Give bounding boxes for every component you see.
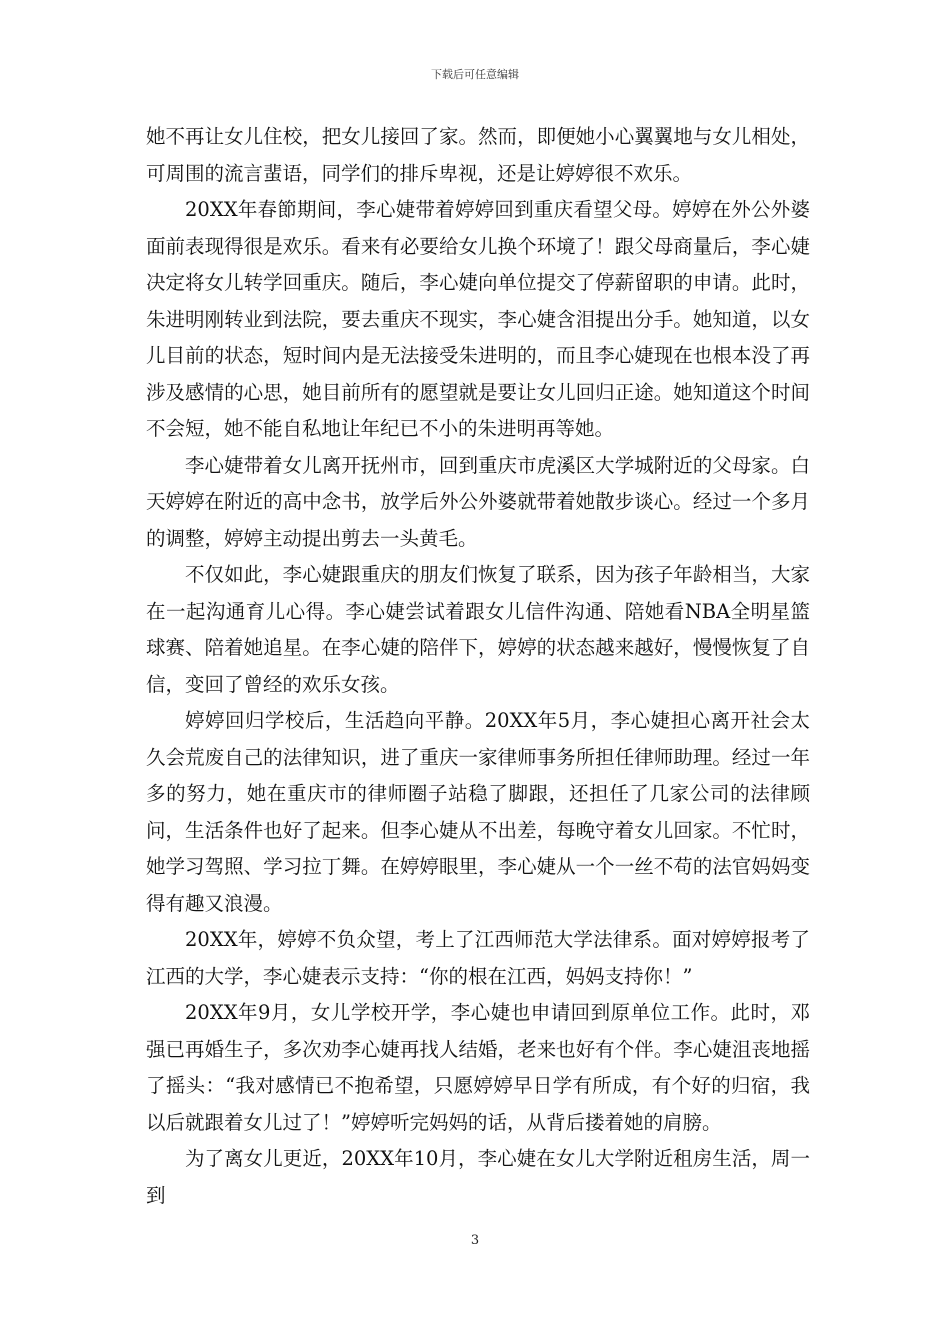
paragraph: 20XX年9月，女儿学校开学，李心婕也申请回到原单位工作。此时，邓强已再婚生子，多次劝李心婕再找人结婚，老来也好有个伴。李心婕沮丧地摇了摇头：“我对感情已不抱希望，只愿婷婷早日学有所成，有个好的归宿，我以后就跟着女儿过了！”婷婷听完妈妈的话，从背后搂着她的肩膀。 <box>146 1001 810 1134</box>
page-header: 下载后可任意编辑 <box>431 68 519 81</box>
paragraph: 20XX年，婷婷不负众望，考上了江西师范大学法律系。面对婷婷报考了江西的大学，李心婕表示支持：“你的根在江西，妈妈支持你！” <box>146 928 810 988</box>
paragraph: 李心婕带着女儿离开抚州市，回到重庆市虎溪区大学城附近的父母家。白天婷婷在附近的高中念书，放学后外公外婆就带着她散步谈心。经过一个多月的调整，婷婷主动提出剪去一头黄毛。 <box>146 453 810 550</box>
paragraph: 为了离女儿更近，20XX年10月，李心婕在女儿大学附近租房生活，周一到 <box>146 1147 810 1207</box>
paragraph: 婷婷回归学校后，生活趋向平静。20XX年5月，李心婕担心离开社会太久会荒废自己的法律知识，进了重庆一家律师事务所担任律师助理。经过一年多的努力，她在重庆市的律师圈子站稳了脚跟，还担任了几家公司的法律顾问，生活条件也好了起来。但李心婕从不出差，每晚守着女儿回家。不忙时，她学习驾照、学习拉丁舞。在婷婷眼里，李心婕从一个一丝不苟的法官妈妈变得有趣又浪漫。 <box>146 709 810 915</box>
paragraph: 20XX年春節期间，李心婕带着婷婷回到重庆看望父母。婷婷在外公外婆面前表现得很是欢乐。看来有必要给女儿换个环境了！跟父母商量后，李心婕决定将女儿转学回重庆。随后，李心婕向单位提交了停薪留职的申请。此时，朱进明刚转业到法院，要去重庆不现实，李心婕含泪提出分手。她知道，以女儿目前的状态，短时间内是无法接受朱进明的，而且李心婕现在也根本没了再涉及感情的心思，她目前所有的愿望就是要让女儿回归正途。她知道这个时间不会短，她不能自私地让年纪已不小的朱进明再等她。 <box>146 198 810 440</box>
page-number: 3 <box>470 1233 480 1248</box>
paragraph: 不仅如此，李心婕跟重庆的朋友们恢复了联系，因为孩子年龄相当，大家在一起沟通育儿心得。李心婕尝试着跟女儿信件沟通、陪她看NBA全明星篮球赛、陪着她追星。在李心婕的陪伴下，婷婷的状态越来越好，慢慢恢复了自信，变回了曾经的欢乐女孩。 <box>146 563 810 696</box>
document-body <box>146 119 810 1214</box>
paragraph-continued: 她不再让女儿住校，把女儿接回了家。然而，即便她小心翼翼地与女儿相处，可周围的流言蜚语，同学们的排斥卑视，还是让婷婷很不欢乐。 <box>146 125 810 185</box>
